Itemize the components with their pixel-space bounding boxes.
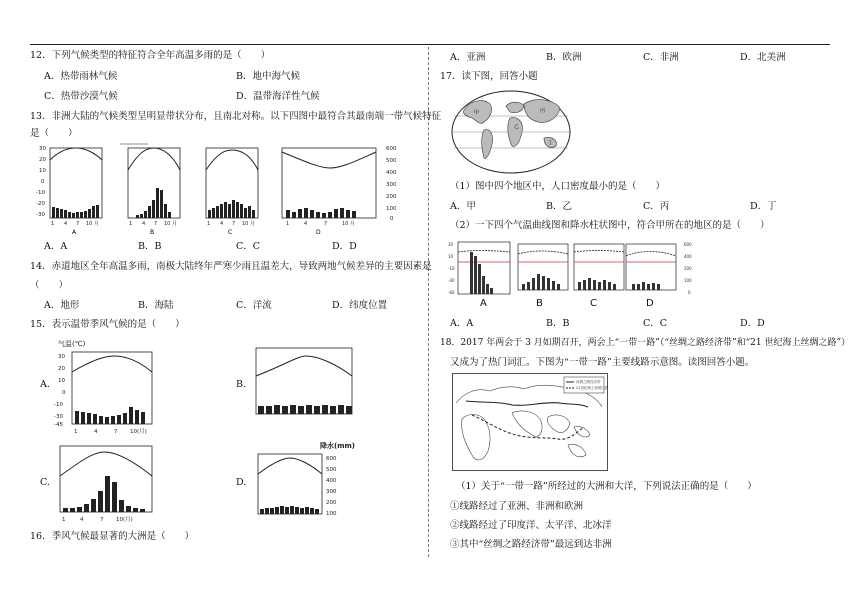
q13-precip-tick: 600	[386, 146, 397, 152]
svg-text:0: 0	[688, 290, 691, 295]
svg-text:4: 4	[80, 517, 84, 523]
svg-text:1: 1	[51, 221, 55, 227]
q15-chart-a	[54, 339, 152, 435]
q13-option-a[interactable]: A．A	[44, 241, 68, 252]
q13-chart-label-a: A	[72, 229, 77, 234]
svg-text:30: 30	[448, 242, 454, 247]
q13-chart-label-b: B	[150, 229, 155, 234]
q16-option-a[interactable]: A．亚洲	[450, 52, 486, 63]
q13-chart-label-d: D	[316, 229, 321, 234]
q18-belt-road-map	[452, 373, 608, 471]
svg-text:1: 1	[62, 517, 66, 523]
q17-chart-c	[574, 244, 624, 308]
q13-precip-tick: 0	[390, 216, 394, 222]
q13-precip-tick: 300	[386, 182, 397, 188]
svg-text:7: 7	[100, 517, 104, 523]
q17-sub1-option-d[interactable]: D．丁	[750, 201, 777, 212]
q12-stem: 12．下列气候类型的特征符合全年高温多雨的是（ ）	[30, 50, 271, 61]
q12-option-a[interactable]: A．热带雨林气候	[44, 71, 118, 82]
svg-text:600: 600	[326, 456, 337, 462]
svg-text:丙: 丙	[540, 108, 546, 114]
svg-text:100: 100	[684, 278, 692, 283]
q13-option-b[interactable]: B．B	[138, 241, 162, 252]
q13-stem-2: 是（ ）	[30, 128, 78, 139]
q15-climate-charts	[36, 336, 426, 526]
q13-precip-tick: 400	[386, 170, 397, 176]
q13-chart-c	[206, 148, 258, 234]
svg-text:10 月: 10 月	[164, 221, 177, 227]
q18-statement-1[interactable]: ①线路经过了亚洲、非洲和欧洲	[450, 501, 584, 512]
q17-chart-label-c: C	[590, 298, 597, 308]
svg-text:10(月): 10(月)	[116, 517, 133, 523]
q17-option-c[interactable]: C．C	[643, 318, 668, 329]
q17-chart-b	[518, 244, 568, 308]
q13-temp-tick: -20	[36, 201, 45, 207]
svg-text:21世纪海上丝绸之路: 21世纪海上丝绸之路	[576, 386, 608, 390]
q17-sub1-option-c[interactable]: C．丙	[643, 201, 670, 212]
q18-sub1: （1）关于“一带一路”所经过的大洲和大洋，下列说法正确的是（ ）	[456, 481, 757, 492]
q18-stem: 18．2017 年两会于 3 月如期召开，两会上“一带一路”（“丝绸之路经济带”和“21 世纪海上丝绸之路”）	[440, 338, 851, 348]
q17-chart-label-a: A	[480, 298, 487, 308]
svg-text:甲: 甲	[474, 110, 480, 116]
q17-sub1: （1）图中四个地区中，人口密度最小的是（ ）	[450, 181, 666, 192]
svg-text:0: 0	[62, 390, 66, 396]
q13-precip-tick: 100	[386, 206, 397, 212]
q13-temp-tick: 20	[39, 157, 46, 163]
svg-text:10 月: 10 月	[86, 221, 99, 227]
q18-statement-3[interactable]: ③其中“丝绸之路经济带”最远到达非洲	[450, 539, 612, 550]
q13-chart-b	[120, 144, 180, 234]
q13-option-c[interactable]: C．C	[236, 241, 261, 252]
q13-climate-charts	[36, 142, 426, 234]
q15-temp-title: 气温(℃)	[58, 340, 86, 348]
q15-chart-d	[258, 441, 355, 517]
svg-text:10 月: 10 月	[342, 221, 355, 227]
header-rule	[30, 44, 830, 45]
svg-text:乙: 乙	[514, 124, 520, 130]
svg-text:7: 7	[232, 221, 236, 227]
q15-option-a[interactable]: A.	[40, 379, 50, 390]
svg-text:500: 500	[326, 467, 337, 473]
q16-option-b[interactable]: B．欧洲	[546, 52, 582, 63]
q13-option-d[interactable]: D．D	[332, 241, 357, 252]
q17-sub1-option-a[interactable]: A．甲	[450, 201, 476, 212]
q17-chart-label-d: D	[646, 298, 654, 308]
q15-option-c[interactable]: C.	[40, 477, 50, 488]
q15-chart-c	[60, 446, 152, 523]
svg-text:600: 600	[684, 242, 692, 247]
svg-text:-30: -30	[448, 278, 455, 283]
q13-temp-tick: 30	[39, 146, 46, 152]
svg-text:200: 200	[326, 500, 337, 506]
svg-text:4: 4	[220, 221, 224, 227]
q16-option-c[interactable]: C．非洲	[643, 52, 679, 63]
q14-option-a[interactable]: A．地形	[44, 300, 80, 311]
svg-text:-10: -10	[54, 402, 63, 408]
q12-option-d[interactable]: D．温带海洋性气候	[236, 91, 320, 102]
q15-option-b[interactable]: B.	[236, 379, 247, 390]
svg-text:4: 4	[94, 429, 98, 435]
svg-text:7: 7	[114, 429, 118, 435]
q17-stem: 17．读下图，回答小题	[440, 71, 538, 82]
q17-chart-label-b: B	[536, 298, 543, 308]
q14-stem-2: （ ）	[30, 280, 69, 291]
svg-text:4: 4	[64, 221, 68, 227]
q17-world-map	[450, 88, 572, 176]
svg-text:1: 1	[129, 221, 133, 227]
svg-text:10(月): 10(月)	[130, 429, 147, 435]
svg-text:-60: -60	[448, 290, 455, 295]
q13-temp-tick: -10	[36, 190, 45, 196]
q13-precip-tick: 500	[386, 158, 397, 164]
svg-text:丝绸之路经济带: 丝绸之路经济带	[576, 380, 601, 384]
q13-stem: 13．非洲大陆的气候类型呈明显带状分布，且南北对称。以下四图中最符合其最南端一带气候特征	[30, 111, 442, 122]
q17-option-d[interactable]: D．D	[740, 318, 765, 329]
q17-option-b[interactable]: B．B	[546, 318, 570, 329]
svg-text:4: 4	[304, 221, 308, 227]
q17-chart-d	[626, 244, 676, 308]
q13-temp-tick: -30	[36, 212, 45, 218]
svg-text:400: 400	[326, 478, 337, 484]
q15-option-d[interactable]: D.	[236, 477, 247, 488]
q12-option-b[interactable]: B．地中海气候	[236, 71, 300, 82]
svg-text:30: 30	[58, 354, 65, 360]
svg-text:7: 7	[76, 221, 80, 227]
q17-option-a[interactable]: A．A	[450, 318, 474, 329]
svg-text:1: 1	[74, 429, 78, 435]
q18-statement-2[interactable]: ②线路经过了印度洋、太平洋、北冰洋	[450, 520, 612, 531]
q14-option-d[interactable]: D．纬度位置	[332, 300, 388, 311]
svg-text:1: 1	[286, 221, 290, 227]
q16-option-d[interactable]: D．北美洲	[740, 52, 786, 63]
svg-text:10: 10	[448, 254, 454, 259]
q14-option-b[interactable]: B．海陆	[138, 300, 174, 311]
q13-precip-tick: 200	[386, 194, 397, 200]
svg-text:-45: -45	[54, 422, 63, 428]
q17-climate-charts	[448, 238, 698, 308]
svg-text:300: 300	[326, 489, 337, 495]
column-divider	[428, 47, 429, 557]
svg-text:200: 200	[684, 266, 692, 271]
q14-stem: 14．赤道地区全年高温多雨，南极大陆终年严寒少雨且温差大，导致两地气候差异的主要因素是	[30, 261, 432, 272]
svg-text:20: 20	[58, 366, 65, 372]
svg-text:4: 4	[142, 221, 146, 227]
q13-chart-label-c: C	[228, 229, 233, 234]
q13-temp-tick: 10	[39, 168, 46, 174]
q16-stem: 16．季风气候最显著的大洲是（ ）	[30, 531, 195, 542]
svg-text:10 月: 10 月	[242, 221, 255, 227]
svg-text:-30: -30	[54, 414, 63, 420]
q13-temp-tick: 0	[41, 179, 45, 185]
q14-option-c[interactable]: C．洋流	[236, 300, 272, 311]
q15-stem: 15．表示温带季风气候的是（ ）	[30, 319, 185, 330]
svg-text:7: 7	[154, 221, 158, 227]
svg-text:7: 7	[324, 221, 328, 227]
svg-text:丁: 丁	[548, 140, 554, 146]
svg-text:10: 10	[58, 378, 65, 384]
q17-chart-a	[458, 242, 510, 308]
q15-chart-b	[256, 348, 352, 414]
svg-text:-10: -10	[448, 266, 455, 271]
q12-option-c[interactable]: C．热带沙漠气候	[44, 91, 118, 102]
q13-chart-a	[50, 148, 102, 234]
svg-text:100: 100	[326, 511, 337, 517]
q18-stem-2: 又成为了热门词汇。下图为“一带一路”主要线路示意图。读图回答小题。	[450, 357, 755, 368]
q17-sub2: （2）一下四个气温曲线图和降水柱状图中，符合甲所在的地区的是（ ）	[450, 220, 770, 231]
q17-sub1-option-b[interactable]: B．乙	[546, 201, 572, 212]
q13-chart-d	[282, 148, 376, 234]
q15-precip-title: 降水(mm)	[320, 442, 355, 450]
svg-text:400: 400	[684, 254, 692, 259]
svg-text:1: 1	[207, 221, 211, 227]
